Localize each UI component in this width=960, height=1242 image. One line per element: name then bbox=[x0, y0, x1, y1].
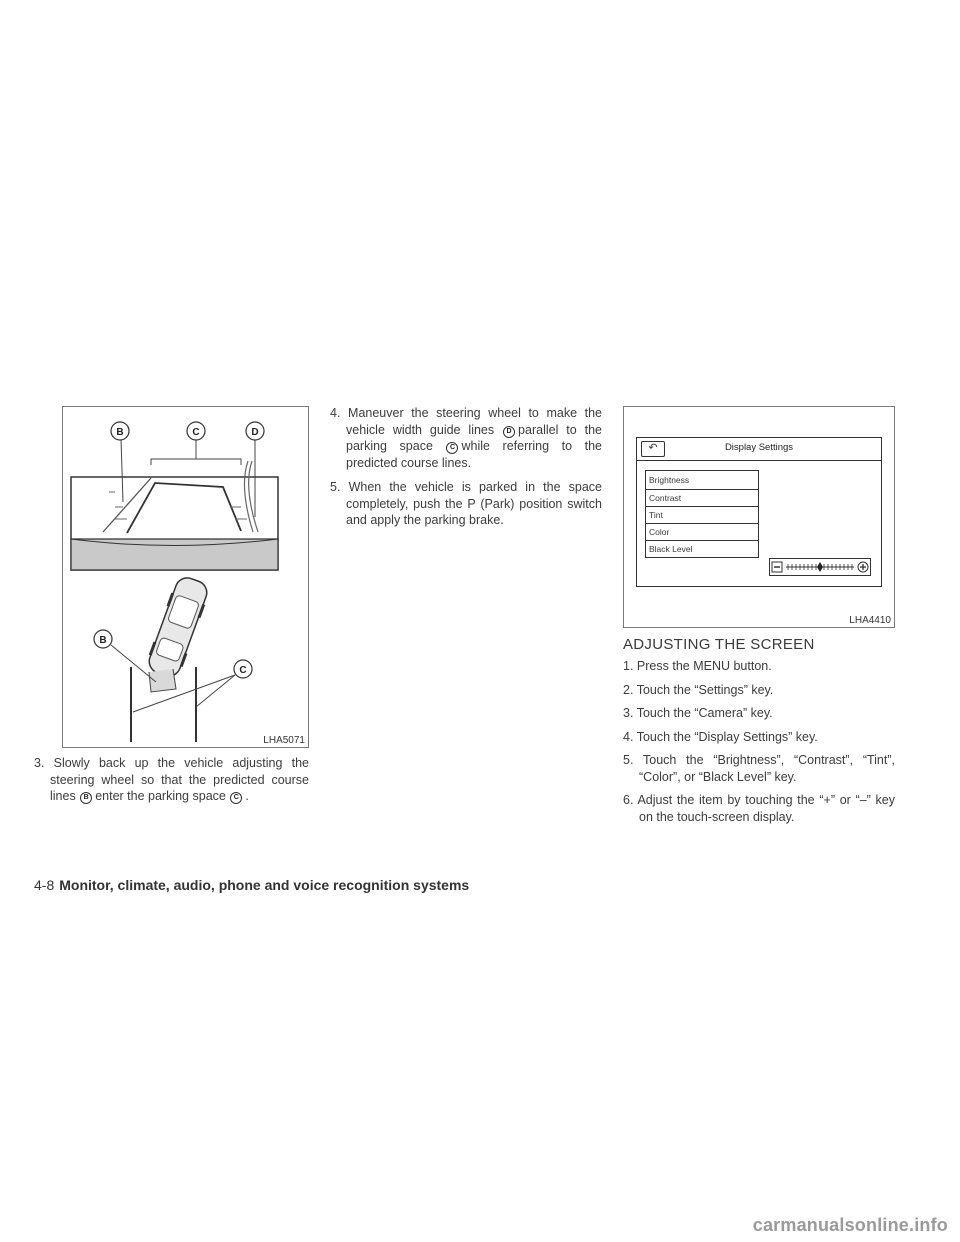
step-text: Press the MENU button. bbox=[636, 659, 772, 673]
menu-item-label: Contrast bbox=[649, 493, 682, 503]
step-text: Touch the “Display Settings” key. bbox=[636, 729, 818, 744]
chapter-title: Monitor, climate, audio, phone and voice recognition systems bbox=[59, 877, 470, 893]
step-number: 5. bbox=[330, 480, 341, 494]
menu-item-brightness[interactable] bbox=[646, 471, 758, 490]
marker-c: C bbox=[230, 792, 242, 804]
step-text: Touch the “Camera” key. bbox=[636, 706, 773, 720]
step-number: 4. bbox=[330, 406, 341, 420]
step-text: while referring to the predicted course lines. bbox=[346, 439, 602, 470]
label-b-top: B bbox=[116, 427, 124, 438]
back-arrow-icon: ↶ bbox=[648, 442, 658, 454]
adjust-step-2 bbox=[623, 682, 895, 699]
step-text: Touch the “Settings” key. bbox=[636, 682, 774, 697]
step-number: 3. bbox=[34, 756, 45, 770]
step-3 bbox=[34, 755, 309, 805]
step-number: 5. bbox=[623, 753, 634, 767]
step-text: enter the parking space bbox=[95, 789, 226, 803]
menu-item-label: Tint bbox=[649, 510, 663, 520]
figure-parking-diagram bbox=[62, 406, 309, 748]
page-number: 4-8 bbox=[34, 877, 55, 893]
slider-graphic bbox=[770, 559, 870, 575]
adjust-step-6 bbox=[623, 792, 895, 825]
step-number: 1. bbox=[623, 659, 634, 673]
marker-d: D bbox=[503, 426, 515, 438]
label-d-top: D bbox=[251, 427, 259, 438]
step-4 bbox=[330, 405, 602, 471]
menu-item-contrast[interactable] bbox=[646, 490, 758, 507]
adjust-step-3 bbox=[623, 705, 895, 722]
section-heading: ADJUSTING THE SCREEN bbox=[623, 636, 815, 653]
menu-item-label: Color bbox=[649, 527, 670, 537]
step-text: Adjust the item by touching the “+” or “–” key on the touch-screen display. bbox=[637, 793, 895, 824]
page-footer bbox=[34, 877, 469, 893]
menu-item-label: Brightness bbox=[649, 475, 690, 485]
adjust-step-5 bbox=[623, 752, 895, 785]
step-text: parallel to the parking space bbox=[346, 422, 602, 453]
settings-menu bbox=[645, 470, 759, 558]
step-text: When the vehicle is parked in the space completely, push the P (Park) position switch and apply the parking brake. bbox=[346, 480, 602, 527]
middle-column bbox=[330, 405, 602, 537]
step-number: 4. bbox=[623, 729, 634, 744]
label-b-bottom: B bbox=[99, 635, 107, 646]
label-c-top: C bbox=[192, 427, 200, 438]
watermark: carmanualsonline.info bbox=[752, 1215, 948, 1235]
adjust-slider[interactable] bbox=[769, 558, 871, 576]
step-number: 3. bbox=[623, 706, 634, 720]
figure-code: LHA4410 bbox=[849, 615, 891, 626]
screen bbox=[636, 437, 882, 587]
parking-illustration bbox=[63, 407, 308, 747]
step-text: Touch the “Brightness”, “Contrast”, “Tint”, “Color”, or “Black Level” key. bbox=[639, 753, 895, 784]
car-icon bbox=[144, 574, 212, 680]
step-text: . bbox=[245, 789, 249, 803]
screen-header bbox=[637, 438, 881, 461]
step-number: 6. bbox=[623, 793, 634, 807]
step-5 bbox=[330, 479, 602, 529]
menu-item-black-level[interactable] bbox=[646, 541, 758, 557]
label-c-bottom: C bbox=[239, 665, 247, 676]
menu-item-color[interactable] bbox=[646, 524, 758, 541]
step-number: 2. bbox=[623, 682, 634, 697]
step-text: Maneuver the steering wheel to make the vehicle width guide lines bbox=[346, 406, 602, 437]
menu-item-tint[interactable] bbox=[646, 507, 758, 524]
adjust-step-4 bbox=[623, 729, 895, 746]
step-text: Slowly back up the vehicle adjusting the steering wheel so that the predicted course lines bbox=[50, 756, 309, 803]
marker-b: B bbox=[80, 792, 92, 804]
marker-c: C bbox=[446, 442, 458, 454]
right-column bbox=[623, 658, 895, 832]
menu-item-label: Black Level bbox=[649, 544, 693, 554]
screen-title: Display Settings bbox=[724, 442, 794, 453]
figure-code: LHA5071 bbox=[263, 735, 305, 746]
adjust-step-1 bbox=[623, 658, 895, 675]
figure-display-settings bbox=[623, 406, 895, 628]
left-column bbox=[34, 755, 309, 813]
